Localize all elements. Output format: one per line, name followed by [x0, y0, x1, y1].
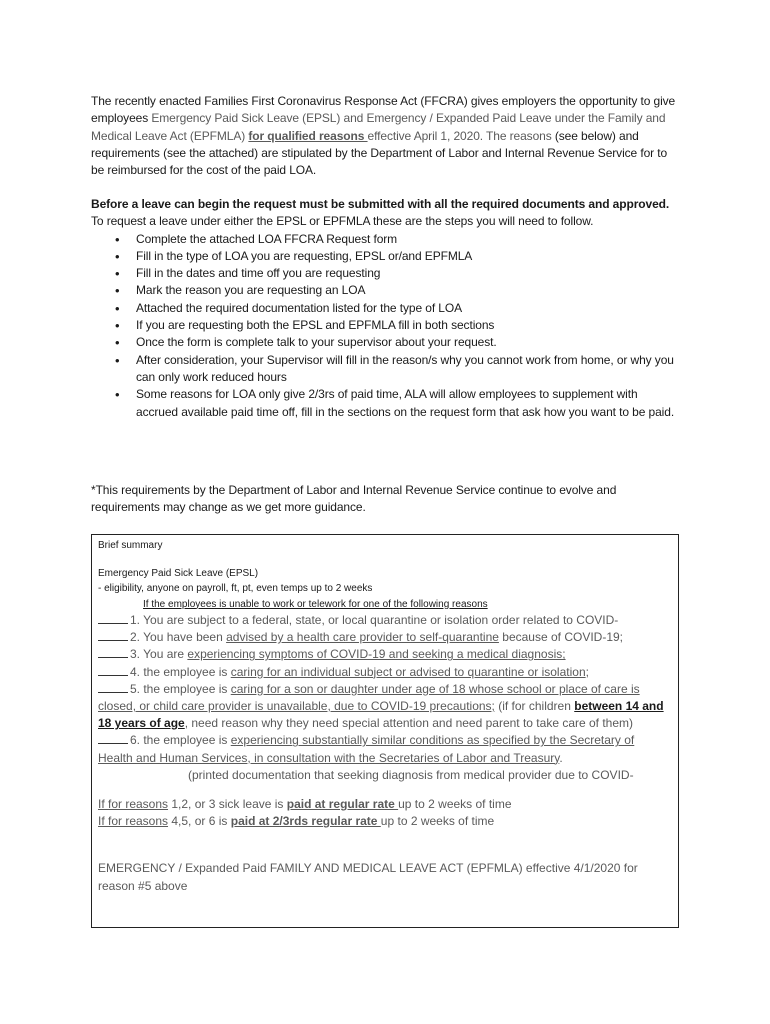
list-item: • Fill in the type of LOA you are requesting, EPSL or/and EPFMLA: [91, 248, 681, 265]
reason-blank: [98, 630, 128, 641]
printed-documentation-note: (printed documentation that seeking diagnosis from medical provider due to COVID-: [188, 767, 634, 782]
list-item: • Complete the attached LOA FFCRA Request form: [91, 231, 681, 248]
intro-paragraph: [91, 93, 681, 179]
intro-text-6: and requirements (see the attached) are stipulated by the Department of Labor and Internal Revenue Service for to be reimbursed for the cost of the paid LOA.: [91, 128, 668, 178]
intro-leave-types: Emergency Paid Sick Leave (EPSL) and Emergency / Expanded Paid Leave under the Family and Medical Leave Act (EPFMLA): [91, 111, 666, 143]
reason-blank: [98, 647, 128, 658]
reasons-link[interactable]: If for reasons: [98, 814, 169, 829]
reason-blank: [98, 682, 128, 693]
list-item: • After consideration, your Supervisor will fill in the reason/s why you cannot work from home, or why you can only work reduced hours: [91, 352, 681, 387]
reason-5: 5. the employee is caring for a son or daughter under age of 18 whose school or place of care is closed, or child care provider is unavailable, due to COVID-19 precautions; (if for children between 14 and 18 years of age, need reason why they need special attention and need parent to take care of them): [98, 681, 664, 731]
reason-blank: [98, 613, 128, 624]
intro-effective-date: effective April 1, 2020. The reasons: [367, 128, 555, 143]
qualified-reasons-text: for qualified reasons: [248, 128, 368, 143]
list-item: • Mark the reason you are requesting an LOA: [91, 282, 681, 299]
steps-lead-rest: To request a leave under either the EPSL or EPFMLA these are the steps you will need to follow.: [91, 214, 594, 229]
reason-blank: [98, 665, 128, 676]
summary-title: Brief summary: [98, 540, 163, 551]
reason-4: 4. the employee is caring for an individual subject or advised to quarantine or isolation;: [98, 664, 672, 681]
list-item: • Some reasons for LOA only give 2/3rs of paid time, ALA will allow employees to supplement with accrued available paid time off, fill in the sections on the request form that ask how you want to be paid.: [91, 386, 681, 421]
steps-bold-lead: Before a leave can begin the request must be submitted with all the required documents and approved.: [91, 197, 670, 211]
reasons-heading: If the employees is unable to work or telework for one of the following reasons: [143, 598, 488, 610]
reason-2: 2. You have been advised by a health care provider to self-quarantine because of COVID-19;: [98, 629, 672, 646]
pay-rule-1: If for reasons 1,2, or 3 sick leave is paid at regular rate up to 2 weeks of time: [98, 797, 512, 812]
reason-1: 1. You are subject to a federal, state, or local quarantine or isolation order related to COVID-: [98, 612, 672, 629]
reason-6: 6. the employee is experiencing substantially similar conditions as specified by the Secretary of Health and Human Services, in consultation with the Secretaries of Labor and Treasury.: [98, 733, 635, 765]
eligibility-text: - eligibility, anyone on payroll, ft, pt, even temps up to 2 weeks: [98, 583, 373, 594]
steps-list: [91, 231, 681, 421]
steps-section: [91, 196, 681, 421]
reasons-link[interactable]: If for reasons: [98, 797, 169, 812]
steps-lead: [91, 196, 681, 231]
reason-3: 3. You are experiencing symptoms of COVID-19 and seeking a medical diagnosis;: [98, 646, 672, 663]
list-item: • Attached the required documentation listed for the type of LOA: [91, 300, 681, 317]
brief-summary-box: [91, 534, 679, 928]
list-item: • If you are requesting both the EPSL and EPFMLA fill in both sections: [91, 317, 681, 334]
epsl-heading: Emergency Paid Sick Leave (EPSL): [98, 567, 259, 579]
list-item: • Fill in the dates and time off you are requesting: [91, 265, 681, 282]
list-item: • Once the form is complete talk to your supervisor about your request.: [91, 334, 681, 351]
pay-rule-2: If for reasons 4,5, or 6 is paid at 2/3rds regular rate up to 2 weeks of time: [98, 814, 495, 829]
intro-see-below: (see below): [554, 128, 620, 143]
epfmla-heading: EMERGENCY / Expanded Paid FAMILY AND MEDICAL LEAVE ACT (EPFMLA) effective 4/1/2020 for reason #5 above: [98, 861, 638, 893]
intro-text-1: The recently enacted Families First Coronavirus Response Act (FFCRA) gives employers the opportunity to give employees: [91, 94, 676, 126]
reason-blank: [98, 733, 128, 744]
requirements-note: *This requirements by the Department of Labor and Internal Revenue Service continue to evolve and requirements may change as we get more guidance.: [91, 483, 617, 515]
